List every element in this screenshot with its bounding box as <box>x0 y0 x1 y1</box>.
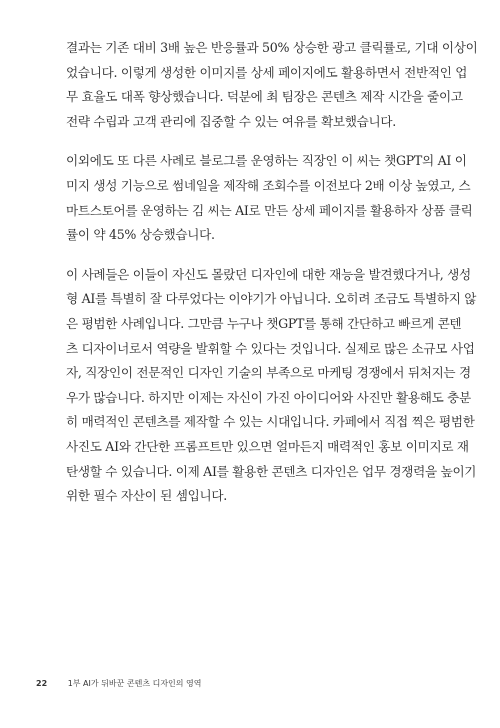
text-line: 미지 생성 기능으로 썸네일을 제작해 조회수를 이전보다 2배 이상 높였고, 스 <box>66 177 471 193</box>
paragraph-3 <box>66 263 477 509</box>
text-line: 결과는 기존 대비 3배 높은 반응률과 50% 상승한 광고 클릭률로, 기대 이상이 <box>66 40 478 55</box>
paragraph-spacer <box>66 134 438 149</box>
paragraph-2 <box>66 149 473 247</box>
text-line: 전략 수립과 고객 관리에 집중할 수 있는 여유를 확보했습니다. <box>66 113 396 129</box>
page-number: 22 <box>36 679 48 688</box>
paragraph-1 <box>66 36 478 134</box>
text-line: 사진도 AI와 간단한 프롬프트만 있으면 얼마든지 매력적인 홍보 이미지로 재 <box>66 438 469 454</box>
text-line: 형 AI를 특별히 잘 다루었다는 이야기가 아닙니다. 오히려 조금도 특별하지 않 <box>66 291 477 307</box>
text-line: 이외에도 또 다른 사례로 블로그를 운영하는 직장인 이 씨는 챗GPT의 AI 이 <box>66 153 467 169</box>
text-line: 히 매력적인 콘텐츠를 제작할 수 있는 시대입니다. 카페에서 직접 찍은 평범한 <box>66 414 475 430</box>
page-body <box>66 36 478 509</box>
text-line: 마트스토어를 운영하는 김 씨는 AI로 만든 상세 페이지를 활용하자 상품 클릭 <box>66 202 473 218</box>
text-line: 었습니다. 이렇게 생성한 이미지를 상세 페이지에도 활용하면서 전반적인 업 <box>66 64 468 80</box>
text-line: 츠 디자이너로서 역량을 발휘할 수 있다는 것입니다. 실제로 많은 소규모 사업 <box>66 340 475 356</box>
text-line: 탄생할 수 있습니다. 이제 AI를 활용한 콘텐츠 디자인은 업무 경쟁력을 높이기 <box>66 463 477 479</box>
text-line: 무 효율도 대폭 향상했습니다. 덕분에 최 팀장은 콘텐츠 제작 시간을 줄이고 <box>66 89 463 105</box>
text-line: 은 평범한 사례입니다. 그만큼 누구나 챗GPT를 통해 간단하고 빠르게 콘텐 <box>66 315 462 331</box>
text-line: 우가 많습니다. 하지만 이제는 자신이 가진 아이디어와 사진만 활용해도 충분 <box>66 389 471 405</box>
text-line: 률이 약 45% 상승했습니다. <box>66 227 215 243</box>
text-line: 자, 직장인이 전문적인 디자인 기술의 부족으로 마케팅 경쟁에서 뒤처지는 경 <box>66 365 471 381</box>
paragraph-spacer <box>66 248 438 263</box>
page-footer <box>36 678 202 689</box>
text-line: 위한 필수 자산이 된 셈입니다. <box>66 488 227 504</box>
text-line: 이 사례들은 이들이 자신도 몰랐던 디자인에 대한 재능을 발견했다거나, 생성 <box>66 266 471 282</box>
running-head: 1부 AI가 뒤바꾼 콘텐츠 디자인의 영역 <box>67 679 202 688</box>
